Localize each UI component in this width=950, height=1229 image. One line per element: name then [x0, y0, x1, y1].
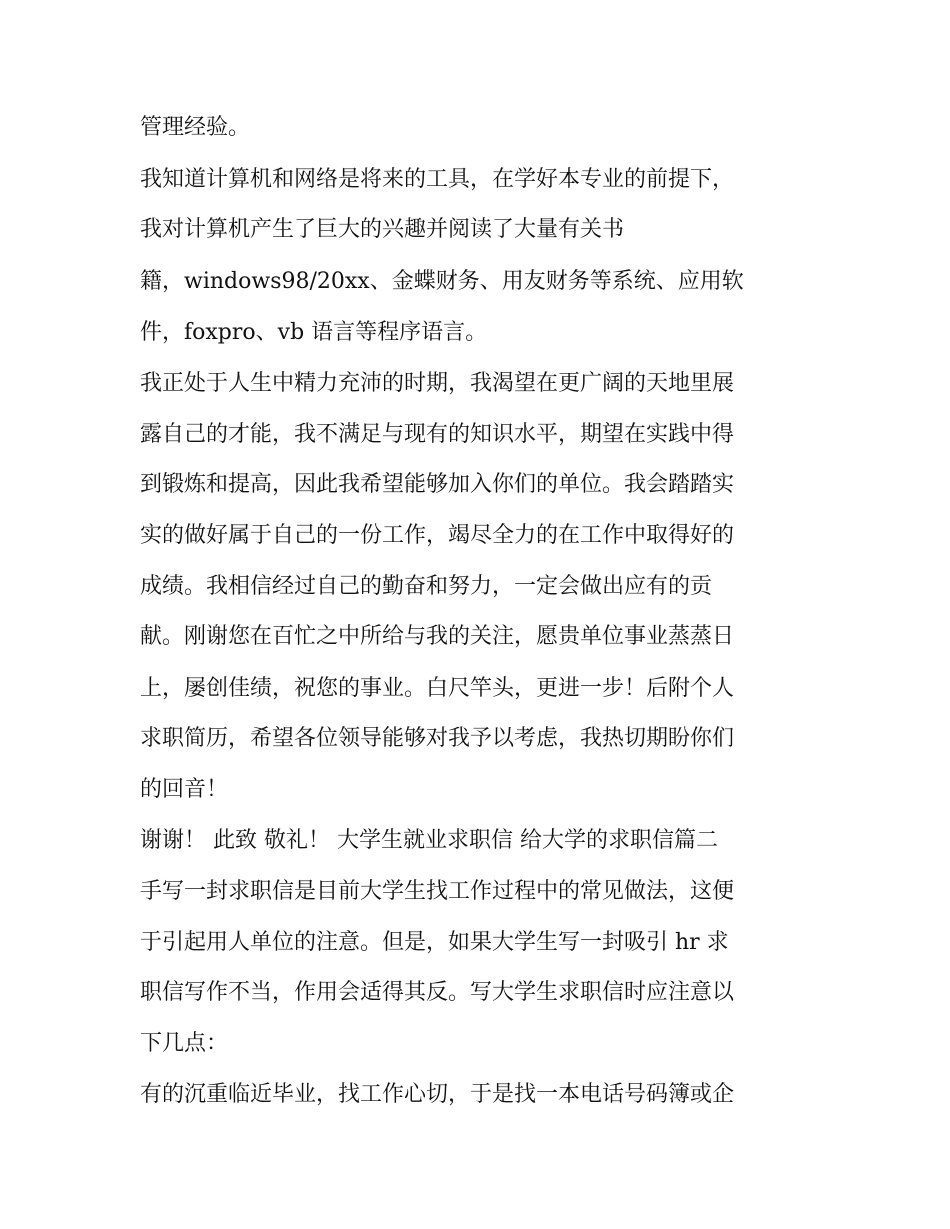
text-line: 籍，windows98/20xx、金蝶财务、用友财务等系统、应用软 — [140, 269, 744, 294]
text-line: 我对计算机产生了巨大的兴趣并阅读了大量有关书 — [140, 217, 625, 242]
text-line: 成绩。我相信经过自己的勤奋和努力，一定会做出应有的贡 — [140, 574, 713, 599]
text-line: 有的沉重临近毕业，找工作心切，于是找一本电话号码簿或企 — [140, 1082, 735, 1107]
text-line: 到锻炼和提高，因此我希望能够加入你们的单位。我会踏踏实 — [140, 472, 735, 497]
text-line: 露自己的才能，我不满足与现有的知识水平，期望在实践中得 — [140, 422, 735, 447]
text-line: 的回音！ — [140, 777, 229, 802]
text-line: 献。刚谢您在百忙之中所给与我的关注，愿贵单位事业蒸蒸日 — [140, 624, 735, 649]
text-line: 谢谢！ 此致 敬礼！ 大学生就业求职信 给大学的求职信篇二 — [140, 828, 718, 853]
text-line: 实的做好属于自己的一份工作，竭尽全力的在工作中取得好的 — [140, 523, 735, 548]
text-line: 手写一封求职信是目前大学生找工作过程中的常见做法，这便 — [140, 879, 735, 904]
text-line: 件，foxpro、vb 语言等程序语言。 — [140, 320, 488, 345]
text-line: 求职简历，希望各位领导能够对我予以考虑，我热切期盼你们 — [140, 726, 735, 751]
text-line: 职信写作不当，作用会适得其反。写大学生求职信时应注意以 — [140, 980, 735, 1005]
text-line: 上，屡创佳绩，祝您的事业。白尺竿头，更进一步！后附个人 — [140, 676, 735, 701]
text-line: 我正处于人生中精力充沛的时期，我渴望在更广阔的天地里展 — [140, 371, 735, 396]
text-line: 下几点： — [140, 1031, 229, 1056]
text-line: 管理经验。 — [140, 115, 251, 140]
text-line: 我知道计算机和网络是将来的工具，在学好本专业的前提下， — [140, 167, 735, 192]
text-line: 于引起用人单位的注意。但是，如果大学生写一封吸引 hr 求 — [140, 930, 729, 955]
